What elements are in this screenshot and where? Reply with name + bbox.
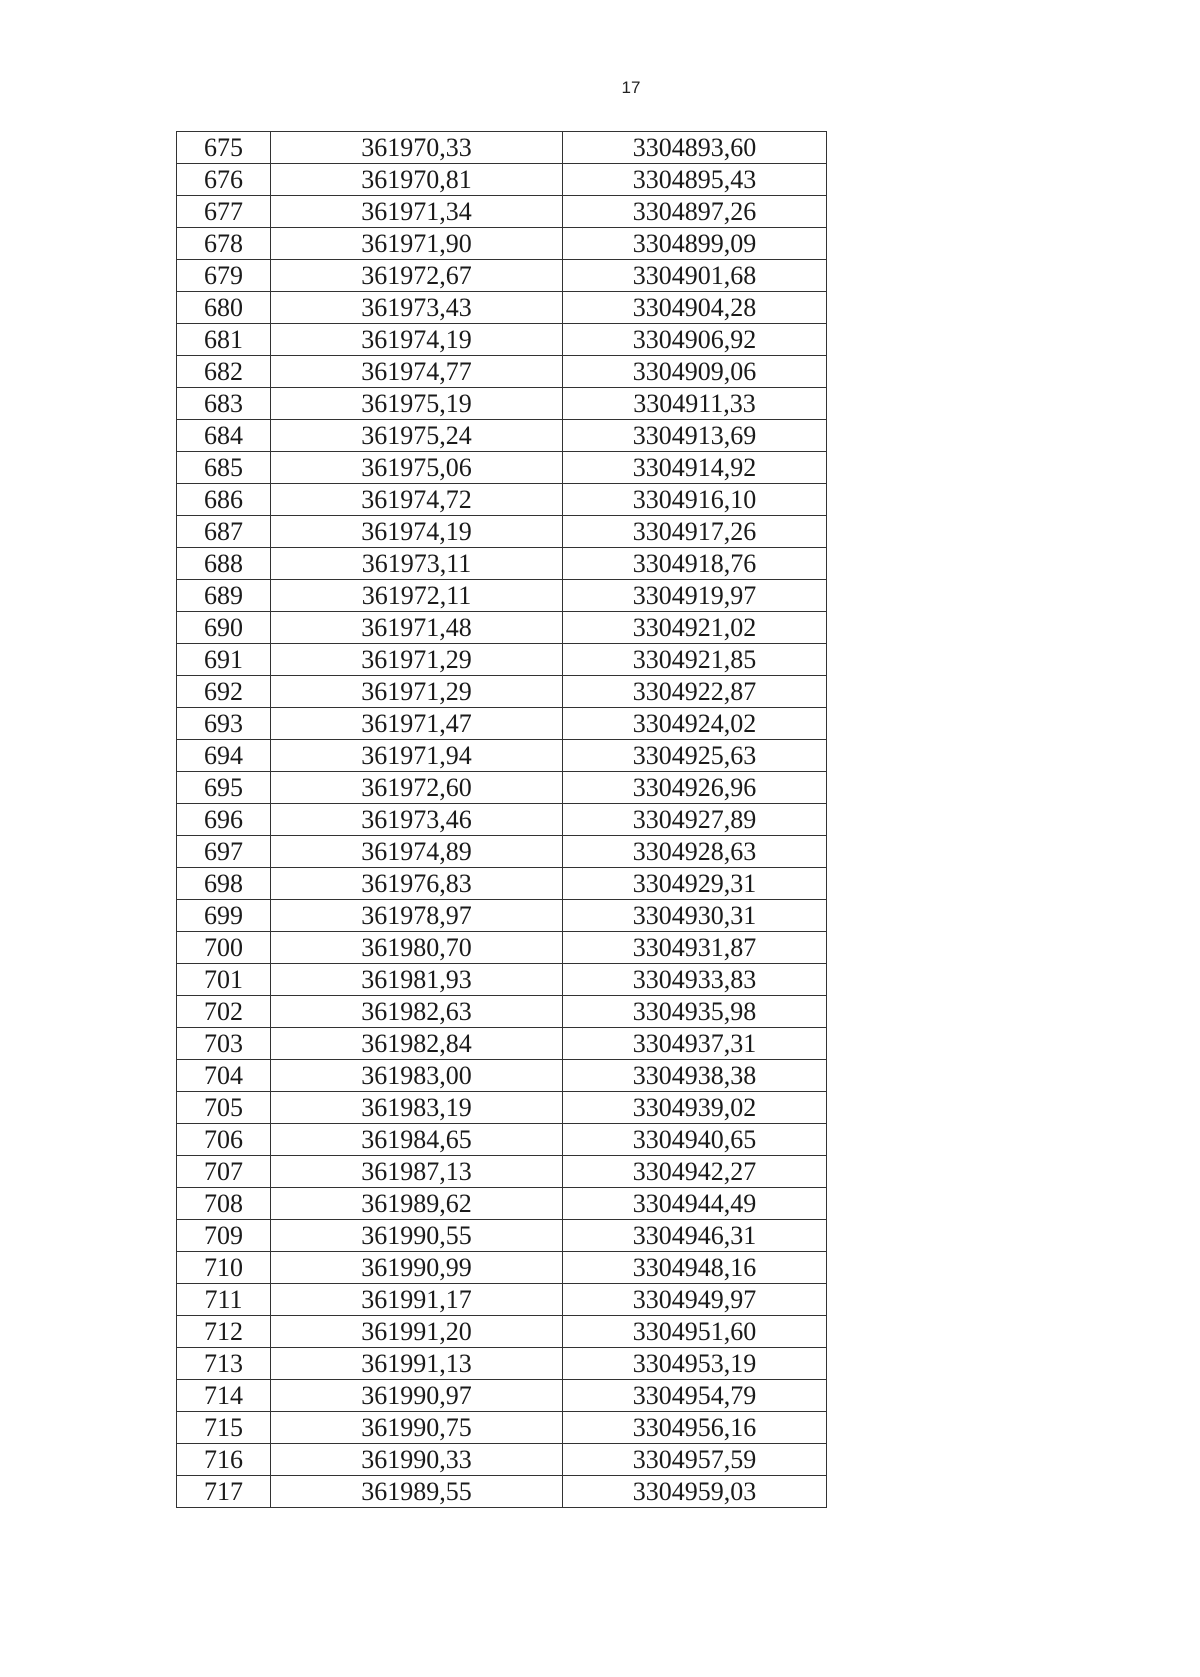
x-coordinate-cell: 361978,97 bbox=[271, 900, 563, 932]
x-coordinate-cell: 361980,70 bbox=[271, 932, 563, 964]
x-coordinate-cell: 361983,19 bbox=[271, 1092, 563, 1124]
x-coordinate-cell: 361975,06 bbox=[271, 452, 563, 484]
x-coordinate-cell: 361971,90 bbox=[271, 228, 563, 260]
x-coordinate-cell: 361973,46 bbox=[271, 804, 563, 836]
y-coordinate-cell: 3304956,16 bbox=[563, 1412, 827, 1444]
y-coordinate-cell: 3304938,38 bbox=[563, 1060, 827, 1092]
table-row bbox=[177, 1252, 827, 1284]
table-row bbox=[177, 420, 827, 452]
point-number-cell: 706 bbox=[177, 1124, 271, 1156]
y-coordinate-cell: 3304939,02 bbox=[563, 1092, 827, 1124]
y-coordinate-cell: 3304942,27 bbox=[563, 1156, 827, 1188]
x-coordinate-cell: 361974,19 bbox=[271, 324, 563, 356]
y-coordinate-cell: 3304937,31 bbox=[563, 1028, 827, 1060]
x-coordinate-cell: 361982,63 bbox=[271, 996, 563, 1028]
x-coordinate-cell: 361984,65 bbox=[271, 1124, 563, 1156]
y-coordinate-cell: 3304911,33 bbox=[563, 388, 827, 420]
point-number-cell: 699 bbox=[177, 900, 271, 932]
x-coordinate-cell: 361973,43 bbox=[271, 292, 563, 324]
x-coordinate-cell: 361975,24 bbox=[271, 420, 563, 452]
point-number-cell: 714 bbox=[177, 1380, 271, 1412]
table-row bbox=[177, 1156, 827, 1188]
point-number-cell: 700 bbox=[177, 932, 271, 964]
coordinates-table-body bbox=[177, 132, 827, 1508]
point-number-cell: 687 bbox=[177, 516, 271, 548]
y-coordinate-cell: 3304925,63 bbox=[563, 740, 827, 772]
point-number-cell: 702 bbox=[177, 996, 271, 1028]
x-coordinate-cell: 361981,93 bbox=[271, 964, 563, 996]
table-row bbox=[177, 740, 827, 772]
y-coordinate-cell: 3304897,26 bbox=[563, 196, 827, 228]
y-coordinate-cell: 3304921,85 bbox=[563, 644, 827, 676]
y-coordinate-cell: 3304949,97 bbox=[563, 1284, 827, 1316]
x-coordinate-cell: 361976,83 bbox=[271, 868, 563, 900]
point-number-cell: 682 bbox=[177, 356, 271, 388]
x-coordinate-cell: 361989,62 bbox=[271, 1188, 563, 1220]
point-number-cell: 675 bbox=[177, 132, 271, 164]
x-coordinate-cell: 361991,17 bbox=[271, 1284, 563, 1316]
point-number-cell: 695 bbox=[177, 772, 271, 804]
point-number-cell: 703 bbox=[177, 1028, 271, 1060]
point-number-cell: 717 bbox=[177, 1476, 271, 1508]
y-coordinate-cell: 3304919,97 bbox=[563, 580, 827, 612]
y-coordinate-cell: 3304927,89 bbox=[563, 804, 827, 836]
point-number-cell: 707 bbox=[177, 1156, 271, 1188]
x-coordinate-cell: 361989,55 bbox=[271, 1476, 563, 1508]
y-coordinate-cell: 3304926,96 bbox=[563, 772, 827, 804]
y-coordinate-cell: 3304895,43 bbox=[563, 164, 827, 196]
y-coordinate-cell: 3304957,59 bbox=[563, 1444, 827, 1476]
y-coordinate-cell: 3304946,31 bbox=[563, 1220, 827, 1252]
y-coordinate-cell: 3304924,02 bbox=[563, 708, 827, 740]
page-number: 17 bbox=[621, 78, 641, 97]
point-number-cell: 710 bbox=[177, 1252, 271, 1284]
x-coordinate-cell: 361987,13 bbox=[271, 1156, 563, 1188]
y-coordinate-cell: 3304893,60 bbox=[563, 132, 827, 164]
x-coordinate-cell: 361991,13 bbox=[271, 1348, 563, 1380]
point-number-cell: 713 bbox=[177, 1348, 271, 1380]
point-number-cell: 691 bbox=[177, 644, 271, 676]
y-coordinate-cell: 3304901,68 bbox=[563, 260, 827, 292]
x-coordinate-cell: 361972,67 bbox=[271, 260, 563, 292]
point-number-cell: 688 bbox=[177, 548, 271, 580]
table-row bbox=[177, 580, 827, 612]
x-coordinate-cell: 361971,94 bbox=[271, 740, 563, 772]
point-number-cell: 711 bbox=[177, 1284, 271, 1316]
table-row bbox=[177, 996, 827, 1028]
point-number-cell: 686 bbox=[177, 484, 271, 516]
table-row bbox=[177, 1444, 827, 1476]
point-number-cell: 701 bbox=[177, 964, 271, 996]
x-coordinate-cell: 361983,00 bbox=[271, 1060, 563, 1092]
y-coordinate-cell: 3304954,79 bbox=[563, 1380, 827, 1412]
table-row bbox=[177, 612, 827, 644]
x-coordinate-cell: 361970,81 bbox=[271, 164, 563, 196]
point-number-cell: 681 bbox=[177, 324, 271, 356]
point-number-cell: 676 bbox=[177, 164, 271, 196]
table-row bbox=[177, 516, 827, 548]
x-coordinate-cell: 361975,19 bbox=[271, 388, 563, 420]
point-number-cell: 684 bbox=[177, 420, 271, 452]
point-number-cell: 678 bbox=[177, 228, 271, 260]
y-coordinate-cell: 3304940,65 bbox=[563, 1124, 827, 1156]
table-row bbox=[177, 1316, 827, 1348]
table-row bbox=[177, 292, 827, 324]
y-coordinate-cell: 3304959,03 bbox=[563, 1476, 827, 1508]
x-coordinate-cell: 361971,34 bbox=[271, 196, 563, 228]
y-coordinate-cell: 3304921,02 bbox=[563, 612, 827, 644]
point-number-cell: 698 bbox=[177, 868, 271, 900]
point-number-cell: 709 bbox=[177, 1220, 271, 1252]
table-row bbox=[177, 1476, 827, 1508]
x-coordinate-cell: 361990,97 bbox=[271, 1380, 563, 1412]
table-row bbox=[177, 964, 827, 996]
table-row bbox=[177, 1188, 827, 1220]
table-row bbox=[177, 900, 827, 932]
y-coordinate-cell: 3304935,98 bbox=[563, 996, 827, 1028]
x-coordinate-cell: 361990,55 bbox=[271, 1220, 563, 1252]
y-coordinate-cell: 3304931,87 bbox=[563, 932, 827, 964]
table-row bbox=[177, 644, 827, 676]
x-coordinate-cell: 361974,89 bbox=[271, 836, 563, 868]
point-number-cell: 693 bbox=[177, 708, 271, 740]
table-row bbox=[177, 1284, 827, 1316]
y-coordinate-cell: 3304948,16 bbox=[563, 1252, 827, 1284]
table-row bbox=[177, 772, 827, 804]
x-coordinate-cell: 361990,33 bbox=[271, 1444, 563, 1476]
table-row bbox=[177, 260, 827, 292]
point-number-cell: 715 bbox=[177, 1412, 271, 1444]
table-row bbox=[177, 324, 827, 356]
table-row bbox=[177, 228, 827, 260]
table-row bbox=[177, 132, 827, 164]
table-row bbox=[177, 1220, 827, 1252]
table-row bbox=[177, 932, 827, 964]
y-coordinate-cell: 3304914,92 bbox=[563, 452, 827, 484]
table-row bbox=[177, 1380, 827, 1412]
table-row bbox=[177, 548, 827, 580]
table-row bbox=[177, 388, 827, 420]
table-row bbox=[177, 868, 827, 900]
x-coordinate-cell: 361972,60 bbox=[271, 772, 563, 804]
table-row bbox=[177, 196, 827, 228]
point-number-cell: 704 bbox=[177, 1060, 271, 1092]
point-number-cell: 690 bbox=[177, 612, 271, 644]
point-number-cell: 680 bbox=[177, 292, 271, 324]
y-coordinate-cell: 3304899,09 bbox=[563, 228, 827, 260]
x-coordinate-cell: 361971,29 bbox=[271, 644, 563, 676]
point-number-cell: 696 bbox=[177, 804, 271, 836]
y-coordinate-cell: 3304944,49 bbox=[563, 1188, 827, 1220]
point-number-cell: 705 bbox=[177, 1092, 271, 1124]
table-row bbox=[177, 1348, 827, 1380]
point-number-cell: 683 bbox=[177, 388, 271, 420]
table-row bbox=[177, 804, 827, 836]
x-coordinate-cell: 361982,84 bbox=[271, 1028, 563, 1060]
y-coordinate-cell: 3304953,19 bbox=[563, 1348, 827, 1380]
y-coordinate-cell: 3304906,92 bbox=[563, 324, 827, 356]
coordinates-table bbox=[176, 131, 827, 1508]
point-number-cell: 716 bbox=[177, 1444, 271, 1476]
table-row bbox=[177, 1124, 827, 1156]
point-number-cell: 697 bbox=[177, 836, 271, 868]
point-number-cell: 677 bbox=[177, 196, 271, 228]
y-coordinate-cell: 3304917,26 bbox=[563, 516, 827, 548]
y-coordinate-cell: 3304918,76 bbox=[563, 548, 827, 580]
x-coordinate-cell: 361974,72 bbox=[271, 484, 563, 516]
x-coordinate-cell: 361970,33 bbox=[271, 132, 563, 164]
point-number-cell: 694 bbox=[177, 740, 271, 772]
x-coordinate-cell: 361973,11 bbox=[271, 548, 563, 580]
point-number-cell: 708 bbox=[177, 1188, 271, 1220]
table-row bbox=[177, 676, 827, 708]
table-row bbox=[177, 356, 827, 388]
y-coordinate-cell: 3304933,83 bbox=[563, 964, 827, 996]
point-number-cell: 689 bbox=[177, 580, 271, 612]
y-coordinate-cell: 3304928,63 bbox=[563, 836, 827, 868]
y-coordinate-cell: 3304913,69 bbox=[563, 420, 827, 452]
x-coordinate-cell: 361974,19 bbox=[271, 516, 563, 548]
x-coordinate-cell: 361972,11 bbox=[271, 580, 563, 612]
table-row bbox=[177, 708, 827, 740]
y-coordinate-cell: 3304951,60 bbox=[563, 1316, 827, 1348]
y-coordinate-cell: 3304909,06 bbox=[563, 356, 827, 388]
y-coordinate-cell: 3304922,87 bbox=[563, 676, 827, 708]
table-row bbox=[177, 164, 827, 196]
table-row bbox=[177, 1028, 827, 1060]
point-number-cell: 712 bbox=[177, 1316, 271, 1348]
table-row bbox=[177, 1412, 827, 1444]
x-coordinate-cell: 361971,29 bbox=[271, 676, 563, 708]
table-row bbox=[177, 452, 827, 484]
y-coordinate-cell: 3304916,10 bbox=[563, 484, 827, 516]
x-coordinate-cell: 361974,77 bbox=[271, 356, 563, 388]
x-coordinate-cell: 361990,75 bbox=[271, 1412, 563, 1444]
y-coordinate-cell: 3304904,28 bbox=[563, 292, 827, 324]
table-row bbox=[177, 484, 827, 516]
x-coordinate-cell: 361971,47 bbox=[271, 708, 563, 740]
y-coordinate-cell: 3304930,31 bbox=[563, 900, 827, 932]
point-number-cell: 679 bbox=[177, 260, 271, 292]
table-row bbox=[177, 1060, 827, 1092]
table-row bbox=[177, 1092, 827, 1124]
point-number-cell: 692 bbox=[177, 676, 271, 708]
table-row bbox=[177, 836, 827, 868]
y-coordinate-cell: 3304929,31 bbox=[563, 868, 827, 900]
point-number-cell: 685 bbox=[177, 452, 271, 484]
x-coordinate-cell: 361971,48 bbox=[271, 612, 563, 644]
x-coordinate-cell: 361991,20 bbox=[271, 1316, 563, 1348]
x-coordinate-cell: 361990,99 bbox=[271, 1252, 563, 1284]
